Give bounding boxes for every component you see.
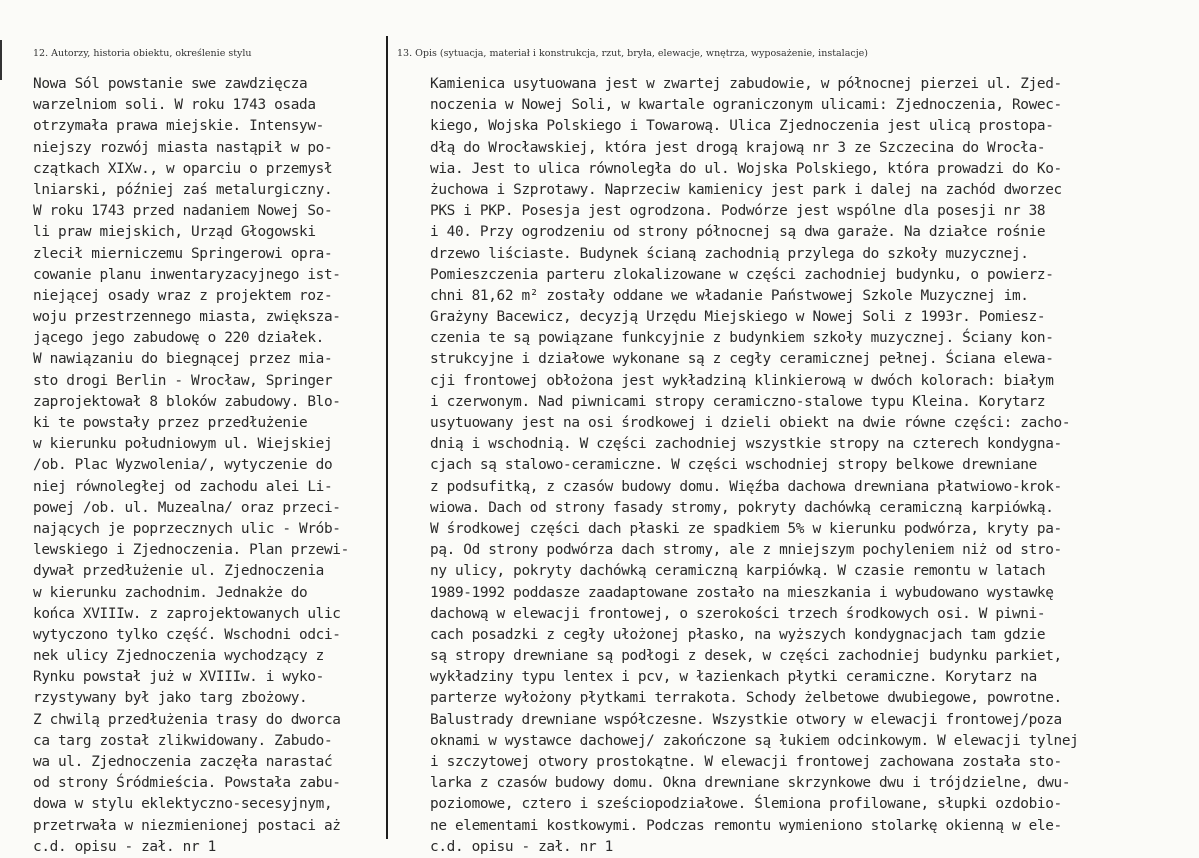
- history-text-line: niejącej osady wraz z projektem roz-: [33, 287, 333, 304]
- column-divider: [386, 36, 388, 839]
- description-text-line: wiowa. Dach od strony fasady stromy, pokryty dachówką ceramiczną karpiówką.: [430, 499, 1054, 516]
- history-text-line: lewskiego i Zjednoczenia. Plan przewi-: [33, 542, 349, 559]
- history-text-line: li praw miejskich, Urząd Głogowski: [33, 224, 316, 241]
- history-text-line: powej /ob. ul. Muzealna/ oraz przeci-: [33, 499, 341, 516]
- description-text-line: oknami w wystawce dachowej/ zakończone są łukiem odcinkowym. W elewacji tylnej: [430, 732, 1079, 749]
- history-text-line: dowa w stylu eklektyczno-secesyjnym,: [33, 796, 333, 813]
- history-text-line: rzystywany był jako targ zbożowy.: [33, 690, 308, 707]
- description-text-line: i 40. Przy ogrodzeniu od strony północnej są dwa garaże. Na działce rośnie: [430, 224, 1046, 241]
- description-text-line: wia. Jest to ulica równoległa do ul. Wojska Polskiego, która prowadzi do Ko-: [430, 160, 1062, 177]
- description-text-line: chni 81,62 m² zostały oddane we władanie Państwowej Szkole Muzycznej im.: [430, 287, 1029, 304]
- description-text-line: Balustrady drewniane współczesne. Wszystkie otwory w elewacji frontowej/poza: [430, 711, 1062, 728]
- description-text-line: cach posadzki z cegły ułożonej płasko, na wyższych kondygnacjach tam gdzie: [430, 626, 1046, 643]
- description-text-line: cjach są stalowo-ceramiczne. W części wschodniej stropy belkowe drewniane: [430, 457, 1037, 474]
- history-text-line: zaprojektował 8 bloków zabudowy. Blo-: [33, 393, 341, 410]
- history-text-line: sto drogi Berlin - Wrocław, Springer: [33, 372, 333, 389]
- history-text-line: dywał przedłużenie ul. Zjednoczenia: [33, 563, 324, 580]
- description-text-line: ny ulicy, pokryty dachówką ceramiczną karpiówką. W czasie remontu w latach: [430, 563, 1046, 580]
- history-text-line: Nowa Sól powstanie swe zawdzięcza: [33, 76, 308, 92]
- description-text-line: cji frontowej obłożona jest wykładziną klinkierową w dwóch kolorach: białym: [430, 372, 1054, 389]
- left-column-header: 12. Autorzy, historia obiektu, określenie stylu: [33, 48, 252, 59]
- history-text-line: od strony Śródmieścia. Powstała zabu-: [33, 775, 341, 792]
- history-text-line: przetrwała w niezmienionej postaci aż: [33, 817, 341, 834]
- binding-mark: [0, 40, 2, 80]
- right-column-header: 13. Opis (sytuacja, materiał i konstrukcja, rzut, bryła, elewacje, wnętrza, wyposażenie, instalacje): [397, 48, 868, 59]
- description-text-line: i szczytowej otwory prostokątne. W elewacji frontowej zachowana została sto-: [430, 754, 1062, 770]
- history-text-line: woju przestrzennego miasta, zwiększa-: [33, 309, 341, 326]
- description-text-line: larka z czasów budowy domu. Okna drewniane skrzynkowe dwu i trójdzielne, dwu-: [430, 775, 1071, 792]
- description-text-line: i czerwonym. Nad piwnicami stropy ceramiczno-stalowe typu Kleina. Korytarz: [430, 393, 1046, 410]
- description-text-line: pą. Od strony podwórza dach stromy, ale z mniejszym pochyleniem niż od stro-: [430, 542, 1062, 559]
- history-text-line: zlecił mierniczemu Springerowi opra-: [33, 245, 333, 262]
- description-text-line: Kamienica usytuowana jest w zwartej zabudowie, w północnej pierzei ul. Zjed-: [430, 76, 1062, 92]
- description-text-line: dachową w elewacji frontowej, o szerokości trzech środkowych osi. W piwni-: [430, 605, 1046, 622]
- description-text-line: 1989-1992 poddasze zaadaptowane zostało na mieszkania i wybudowano wystawkę: [430, 584, 1054, 601]
- history-text-line: W nawiązaniu do biegnącej przez mia-: [33, 351, 333, 368]
- description-text-line: c.d. opisu - zał. nr 1: [430, 838, 613, 855]
- history-text-line: W roku 1743 przed nadaniem Nowej So-: [33, 203, 333, 220]
- description-text-line: noczenia w Nowej Soli, w kwartale ograniczonym ulicami: Zjednoczenia, Rowec-: [430, 97, 1062, 114]
- history-text-line: niejszy rozwój miasta nastąpił w po-: [33, 139, 333, 156]
- history-text-line: c.d. opisu - zał. nr 1: [33, 838, 216, 855]
- description-text-line: czenia te są powiązane funkcyjnie z budynkiem szkoły muzycznej. Ściany kon-: [430, 330, 1054, 347]
- description-text-line: W środkowej części dach płaski ze spadkiem 5% w kierunku podwórza, kryty pa-: [430, 520, 1062, 537]
- history-text-line: ca targ został zlikwidowany. Zabudo-: [33, 732, 333, 749]
- history-text-line: lniarski, później zaś metalurgiczny.: [33, 181, 333, 198]
- history-text-line: w kierunku południowym ul. Wiejskiej: [33, 436, 333, 453]
- description-text-column: [430, 74, 1079, 858]
- history-text-line: Rynku powstał już w XVIIIw. i wyko-: [33, 669, 324, 686]
- history-text-line: cowanie planu inwentaryzacyjnego ist-: [33, 266, 341, 283]
- history-text-line: otrzymała prawa miejskie. Intensyw-: [33, 118, 324, 135]
- history-text-column: [33, 74, 349, 858]
- history-text-line: jącego jego zabudowę o 220 działek.: [33, 330, 324, 347]
- description-text-line: są stropy drewniane są podłogi z desek, w części zachodniej budynku parkiet,: [430, 648, 1062, 665]
- history-text-line: nek ulicy Zjednoczenia wychodzący z: [33, 648, 324, 665]
- description-text-line: Pomieszczenia parteru zlokalizowane w części zachodniej budynku, o powierz-: [430, 266, 1054, 283]
- description-text-line: drzewo liściaste. Budynek ścianą zachodnią przylega do szkoły muzycznej.: [430, 245, 1029, 262]
- history-text-line: w kierunku zachodnim. Jednakże do: [33, 584, 308, 601]
- history-text-line: /ob. Plac Wyzwolenia/, wytyczenie do: [33, 457, 333, 474]
- history-text-line: czątkach XIXw., w oparciu o przemysł: [33, 160, 333, 177]
- description-text-line: ne elementami kostkowymi. Podczas remontu wymieniono stolarkę okienną w ele-: [430, 817, 1062, 834]
- description-text-line: z podsufitką, z czasów budowy domu. Więźba dachowa drewniana płatwiowo-krok-: [430, 478, 1062, 495]
- history-text-line: wa ul. Zjednoczenia zaczęła narastać: [33, 754, 333, 770]
- history-text-line: wytyczono tylko część. Wschodni odci-: [33, 626, 341, 643]
- description-text-line: kiego, Wojska Polskiego i Towarową. Ulica Zjednoczenia jest ulicą prostopa-: [430, 118, 1054, 135]
- history-text-line: niej równoległej od zachodu alei Li-: [33, 478, 333, 495]
- history-text-line: końca XVIIIw. z zaprojektowanych ulic: [33, 605, 341, 622]
- history-text-line: warzelniom soli. W roku 1743 osada: [33, 97, 316, 114]
- description-text-line: parterze wyłożony płytkami terrakota. Schody żelbetowe dwubiegowe, powrotne.: [430, 690, 1062, 707]
- history-text-line: ki te powstały przez przedłużenie: [33, 415, 308, 431]
- description-text-line: poziomowe, cztero i sześciopodziałowe. Ślemiona profilowane, słupki ozdobio-: [430, 796, 1062, 813]
- description-text-line: strukcyjne i działowe wykonane są z cegły ceramicznej pełnej. Ściana elewa-: [430, 351, 1054, 368]
- description-text-line: Grażyny Bacewicz, decyzją Urzędu Miejskiego w Nowej Soli z 1993r. Pomiesz-: [430, 309, 1046, 326]
- description-text-line: usytuowany jest na osi środkowej i dzieli obiekt na dwie równe części: zacho-: [430, 415, 1071, 431]
- description-text-line: dłą do Wrocławskiej, która jest drogą krajową nr 3 ze Szczecina do Wrocła-: [430, 139, 1046, 156]
- description-text-line: żuchowa i Szprotawy. Naprzeciw kamienicy jest park i dalej na zachód dworzec: [430, 181, 1062, 198]
- history-text-line: nających je poprzecznych ulic - Wrób-: [33, 520, 341, 537]
- description-text-line: dnią i wschodnią. W części zachodniej wszystkie stropy na czterech kondygna-: [430, 436, 1062, 453]
- history-text-line: Z chwilą przedłużenia trasy do dworca: [33, 711, 341, 728]
- description-text-line: wykładziny typu lentex i pcv, w łazienkach płytki ceramiczne. Korytarz na: [430, 669, 1037, 686]
- description-text-line: PKS i PKP. Posesja jest ogrodzona. Podwórze jest wspólne dla posesji nr 38: [430, 203, 1046, 220]
